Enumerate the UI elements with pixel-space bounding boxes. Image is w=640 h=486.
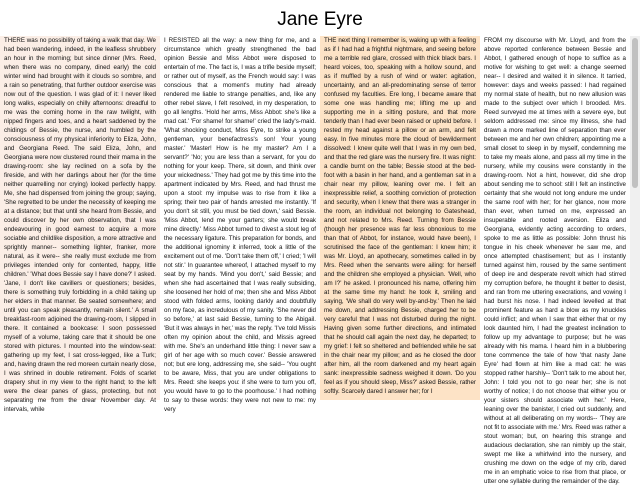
document-title: Jane Eyre [277,9,363,30]
column-4-text: FROM my discourse with Mr. Lloyd, and from the above reported conference between Bessie and Abbot, I gathered enough of hope to suffice as a motive for wishing to get well: a change seemed near-- I desired and waited it in silence. It tarried, however: days and weeks passed: I had regained my normal state of health, but no new allusion was made to the subject over which I brooded. Mrs. Reed surveyed me at times with a severe eye, but seldom addressed me: since my illness, she had drawn a more marked line of separation than ever between me and her own children; appointing me a small closet to sleep in by myself, condemning me to take my meals alone, and pass all my time in the nursery, while my cousins were constantly in the drawing-room. Not a hint, however, did she drop about sending me to school: still I felt an instinctive certainty that she would not long endure me under the same roof with her; for her glance, now more than ever, when turned on me, expressed an insuperable and rooted aversion. Eliza and Georgiana, evidently acting according to orders, spoke to me as little as possible: John thrust his tongue in his cheek whenever he saw me, and once attempted chastisement; but as I instantly turned against him, roused by the same sentiment of deep ire and desperate revolt which had stirred my corruption before, he thought it better to desist, and ran from me uttering execrations, and vowing I had burst his nose. I had indeed levelled at that prominent feature as hard a blow as my knuckles could inflict; and when I saw that either that or my look daunted him, I had the greatest inclination to follow up my advantage to purpose; but he was already with his mama. I heard him in a blubbering tone commence the tale of how 'that nasty Jane Eyre' had flown at him like a mad cat: he was stopped rather harshly-- 'Don't talk to me about her, John: I told you not to go near her; she is not worthy of notice; I do not choose that either you or your sisters should associate with her.' Here, leaning over the banister, I cried out suddenly, and without at all deliberating on my words-- 'They are not fit to associate with me.' Mrs. Reed was rather a stout woman; but, on hearing this strange and audacious declaration, she ran nimbly up the stair, swept me like a whirlwind into the nursery, and crushing me down on the edge of my crib, dared me in an emphatic voice to rise from that place, or utter one syllable during the remainder of the day. [484,37,626,485]
column-2-text: I RESISTED all the way: a new thing for me, and a circumstance which greatly strengthened the bad opinion Bessie and Miss Abbot were disposed to entertain of me. The fact is, I was a trifle beside myself; or rather out of myself, as the French would say: I was conscious that a moment's mutiny had already rendered me liable to strange penalties, and, like any other rebel slave, I felt resolved, in my desperation, to go all lengths. 'Hold her arms, Miss Abbot: she's like a mad cat.' 'For shame! for shame!' cried the lady's-maid. 'What shocking conduct, Miss Eyre, to strike a young gentleman, your benefactress's son! Your young master.' 'Master! How is he my master? Am I a servant?' 'No; you are less than a servant, for you do nothing for your keep. There, sit down, and think over your wickedness.' They had got me by this time into the apartment indicated by Mrs. Reed, and had thrust me upon a stool: my impulse was to rise from it like a spring; their two pair of hands arrested me instantly. 'If you don't sit still, you must be tied down,' said Bessie. 'Miss Abbot, lend me your garters; she would break mine directly.' Miss Abbot turned to divest a stout leg of the necessary ligature. This preparation for bonds, and the additional ignominy it inferred, took a little of the excitement out of me. 'Don't take them off,' I cried; 'I will not stir.' In guarantee whereof, I attached myself to my seat by my hands. 'Mind you don't,' said Bessie; and when she had ascertained that I was really subsiding, she loosened her hold of me; then she and Miss Abbot stood with folded arms, looking darkly and doubtfully on my face, as incredulous of my sanity. 'She never did so before,' at last said Bessie, turning to the Abigail. 'But it was always in her,' was the reply. 'I've told Missis often my opinion about the child, and Missis agreed with me. She's an underhand little thing: I never saw a girl of her age with so much cover.' Bessie answered not; but ere long, addressing me, she said-- 'You ought to be aware, Miss, that you are under obligations to Mrs. Reed: she keeps you: if she were to turn you off, you would have to go to the poorhouse.' I had nothing to say to these words: they were not new to me: my very [164,37,316,413]
scrollbar-thumb[interactable] [632,38,638,188]
text-column-3 [320,36,480,400]
column-1-text: THERE was no possibility of taking a walk that day. We had been wandering, indeed, in the leafless shrubbery an hour in the morning; but since dinner (Mrs. Reed, when there was no company, dined early) the cold winter wind had brought with it clouds so sombre, and a rain so penetrating, that further outdoor exercise was now out of the question. I was glad of it: I never liked long walks, especially on chilly afternoons: dreadful to me was the coming home in the raw twilight, with nipped fingers and toes, and a heart saddened by the chidings of Bessie, the nurse, and humbled by the consciousness of my physical inferiority to Eliza, John, and Georgiana Reed. The said Eliza, John, and Georgiana were now clustered round their mama in the drawing-room: she lay reclined on a sofa by the fireside, and with her darlings about her (for the time neither quarrelling nor crying) looked perfectly happy. Me, she had dispensed from joining the group; saying, 'She regretted to be under the necessity of keeping me at a distance; but that until she heard from Bessie, and could discover by her own observation, that I was endeavouring in good earnest to acquire a more sociable and childlike disposition, a more attractive and sprightly manner-- something lighter, franker, more natural, as it were-- she really must exclude me from privileges intended only for contented, happy, little children.' 'What does Bessie say I have done?' I asked. 'Jane, I don't like cavillers or questioners; besides, there is something truly forbidding in a child taking up her elders in that manner. Be seated somewhere; and until you can speak pleasantly, remain silent.' A small breakfast-room adjoined the drawing-room, I slipped in there. It contained a bookcase: I soon possessed myself of a volume, taking care that it should be one stored with pictures. I mounted into the window-seat: gathering up my feet, I sat cross-legged, like a Turk; and, having drawn the red moreen curtain nearly close, I was shrined in double retirement. Folds of scarlet drapery shut in my view to the right hand; to the left were the clear panes of glass, protecting, but not separating me from the drear November day. At intervals, while [4,37,156,413]
vertical-scrollbar[interactable] [630,36,640,400]
text-column-2 [160,36,320,413]
text-column-4 [480,36,630,485]
text-column-1 [0,36,160,413]
column-3-text: THE next thing I remember is, waking up with a feeling as if I had had a frightful nightmare, and seeing before me a terrible red glare, crossed with thick black bars. I heard voices, too, speaking with a hollow sound, and as if muffled by a rush of wind or water: agitation, uncertainty, and an all-predominating sense of terror confused my faculties. Ere long, I became aware that some one was handling me; lifting me up and supporting me in a sitting posture, and that more tenderly than I had ever been raised or upheld before. I rested my head against a pillow or an arm, and felt easy. In five minutes more the cloud of bewilderment dissolved: I knew quite well that I was in my own bed, and that the red glare was the nursery fire. It was night: a candle burnt on the table; Bessie stood at the bed-foot with a basin in her hand, and a gentleman sat in a chair near my pillow, leaning over me. I felt an inexpressible relief, a soothing conviction of protection and security, when I knew that there was a stranger in the room, an individual not belonging to Gateshead, and not related to Mrs. Reed. Turning from Bessie (though her presence was far less obnoxious to me than that of Abbot, for instance, would have been), I scrutinised the face of the gentleman: I knew him; it was Mr. Lloyd, an apothecary, sometimes called in by Mrs. Reed when the servants were ailing: for herself and the children she employed a physician. 'Well, who am I?' he asked. I pronounced his name, offering him at the same time my hand: he took it, smiling and saying, 'We shall do very well by-and-by.' Then he laid me down, and addressing Bessie, charged her to be very careful that I was not disturbed during the night. Having given some further directions, and intimated that he should call again the next day, he departed; to my grief: I felt so sheltered and befriended while he sat in the chair near my pillow; and as he closed the door after him, all the room darkened and my heart again sank: inexpressible sadness weighed it down. 'Do you feel as if you should sleep, Miss?' asked Bessie, rather softly. Scarcely dared I answer her; for I [324,37,476,395]
